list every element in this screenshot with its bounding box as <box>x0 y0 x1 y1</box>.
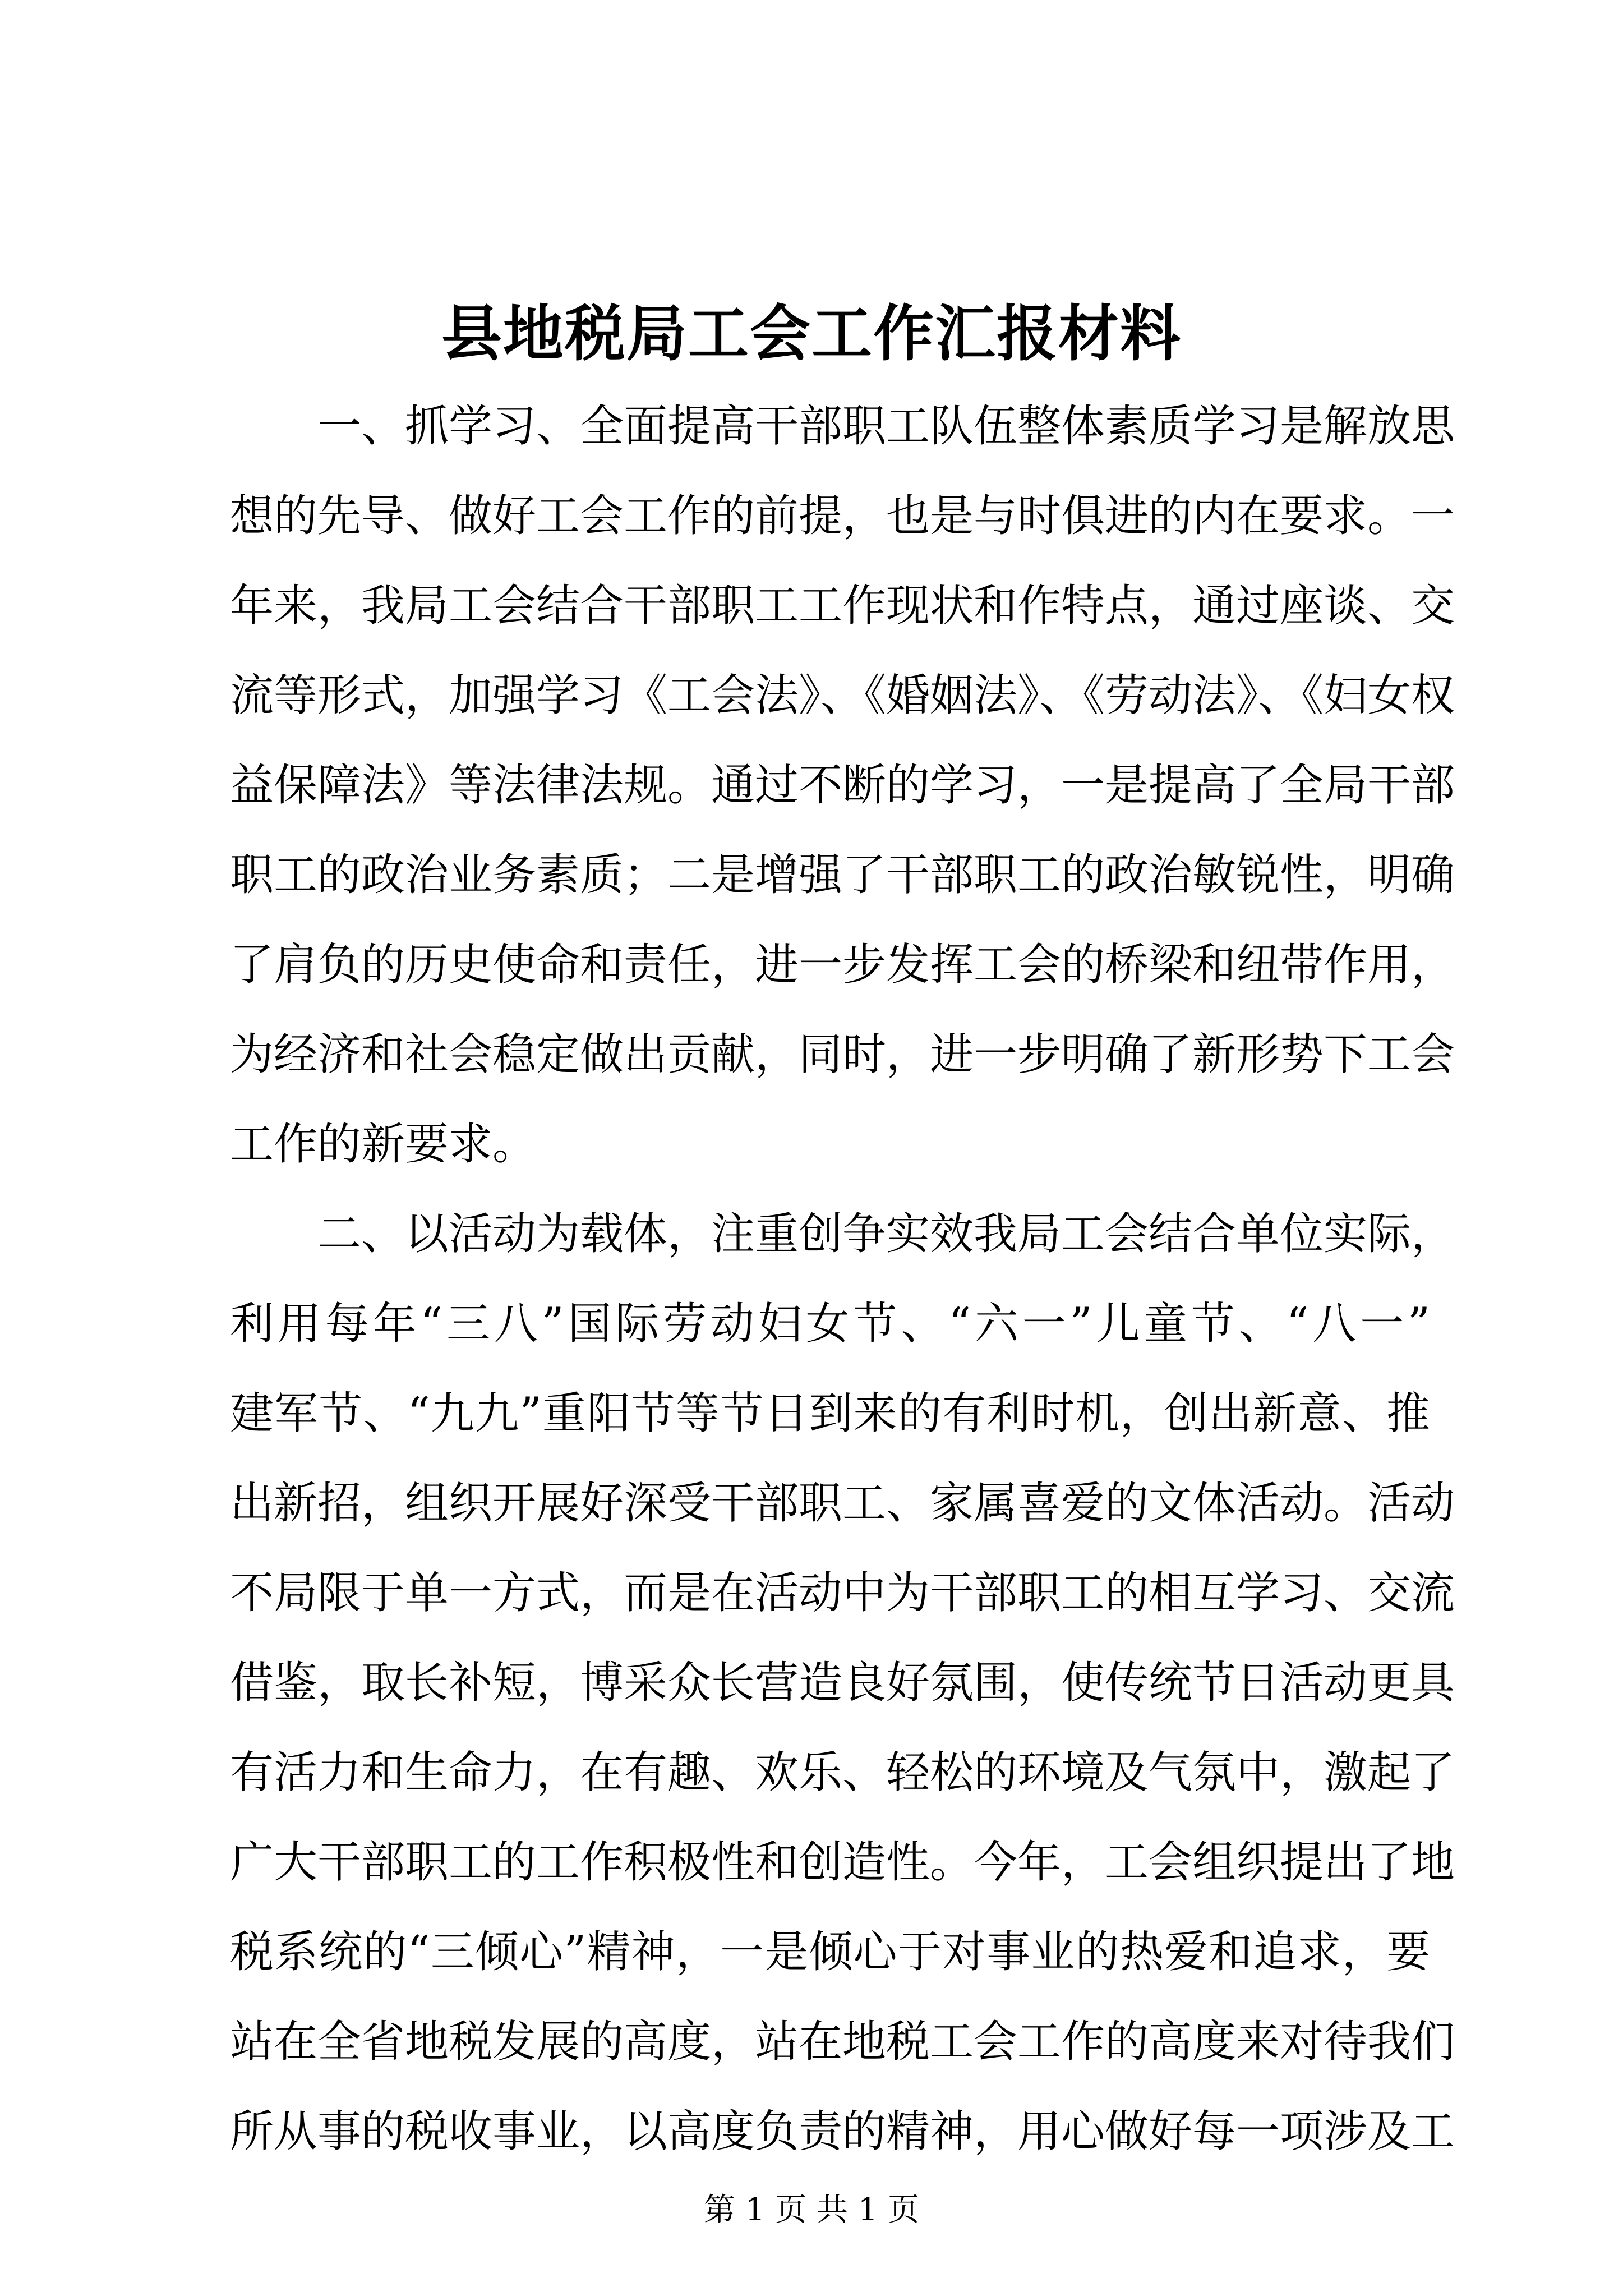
text-line: 站在全省地税发展的高度，站在地税工会工作的高度来对待我们 <box>230 2017 1455 2067</box>
text-line: 工作的新要求。 <box>230 1119 537 1170</box>
text-line: 所从事的税收事业，以高度负责的精神，用心做好每一项涉及工 <box>230 2106 1455 2157</box>
document-title: 县地税局工会工作汇报材料 <box>441 298 1182 369</box>
text-line: 二、以活动为载体，注重创争实效我局工会结合单位实际， <box>317 1209 1455 1259</box>
text-line: 税系统的“三倾心”精神，一是倾心于对事业的热爱和追求，要 <box>230 1927 1430 1977</box>
text-line: 为经济和社会稳定做出贡献，同时，进一步明确了新形势下工会 <box>230 1029 1455 1080</box>
page-footer: 第 1 页 共 1 页 <box>703 2192 920 2228</box>
text-line: 利用每年“三八”国际劳动妇女节、“六一”儿童节、“八一” <box>230 1299 1430 1349</box>
text-line: 年来，我局工会结合干部职工工作现状和作特点，通过座谈、交 <box>230 581 1455 631</box>
text-line: 有活力和生命力，在有趣、欢乐、轻松的环境及气氛中，激起了 <box>230 1747 1455 1798</box>
text-line: 借鉴，取长补短，博采众长营造良好氛围，使传统节日活动更具 <box>230 1658 1455 1708</box>
text-line: 不局限于单一方式，而是在活动中为干部职工的相互学习、交流 <box>230 1568 1455 1618</box>
text-line: 益保障法》等法律法规。通过不断的学习，一是提高了全局干部 <box>230 760 1455 811</box>
text-line: 广大干部职工的工作积极性和创造性。今年，工会组织提出了地 <box>230 1837 1455 1888</box>
text-line: 建军节、“九九”重阳节等节日到来的有利时机，创出新意、推 <box>230 1388 1430 1439</box>
text-line: 出新招，组织开展好深受干部职工、家属喜爱的文体活动。活动 <box>230 1478 1455 1529</box>
text-line: 一、抓学习、全面提高干部职工队伍整体素质学习是解放思 <box>317 401 1455 452</box>
text-line: 职工的政治业务素质；二是增强了干部职工的政治敏锐性，明确 <box>230 850 1455 900</box>
text-line: 了肩负的历史使命和责任，进一步发挥工会的桥梁和纽带作用， <box>230 940 1455 990</box>
text-line: 流等形式，加强学习《工会法》、《婚姻法》、《劳动法》、《妇女权 <box>230 670 1455 721</box>
text-line: 想的先导、做好工会工作的前提，也是与时俱进的内在要求。一 <box>230 491 1455 541</box>
